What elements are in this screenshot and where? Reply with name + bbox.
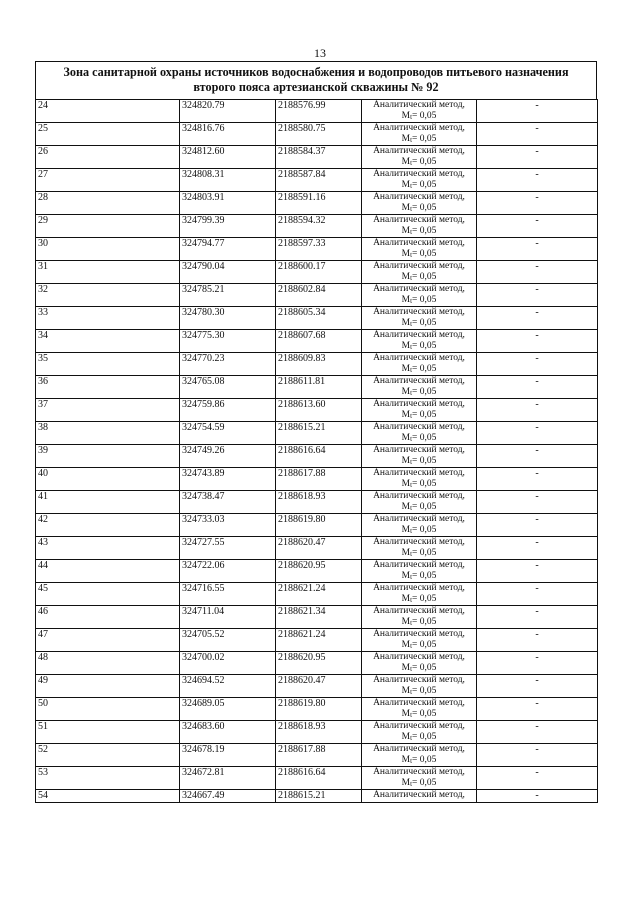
method-cell	[362, 238, 477, 261]
point-number-cell: 35	[36, 353, 180, 376]
method-cell	[362, 215, 477, 238]
method-cell	[362, 675, 477, 698]
accuracy-value: $M_t= 0,05$	[401, 318, 437, 328]
x-coordinate-cell: 324803.91	[180, 192, 276, 215]
coordinates-table-body	[36, 100, 598, 803]
point-number-cell: 36	[36, 376, 180, 399]
point-number-cell: 32	[36, 284, 180, 307]
x-coordinate-cell: 324733.03	[180, 514, 276, 537]
method-label: Аналитический метод,	[373, 767, 465, 777]
method-label: Аналитический метод,	[373, 146, 465, 156]
method-label: Аналитический метод,	[373, 123, 465, 133]
method-label: Аналитический метод,	[373, 721, 465, 731]
point-number-cell: 42	[36, 514, 180, 537]
error-cell: -	[477, 698, 598, 721]
table-row	[36, 376, 598, 399]
error-cell: -	[477, 192, 598, 215]
error-cell: -	[477, 583, 598, 606]
accuracy-value: $M_t= 0,05$	[401, 709, 437, 719]
y-coordinate-cell: 2188616.64	[276, 767, 362, 790]
x-coordinate-cell: 324672.81	[180, 767, 276, 790]
x-coordinate-cell: 324743.89	[180, 468, 276, 491]
x-coordinate-cell: 324683.60	[180, 721, 276, 744]
error-cell: -	[477, 422, 598, 445]
table-row	[36, 537, 598, 560]
x-coordinate-cell: 324808.31	[180, 169, 276, 192]
method-label: Аналитический метод,	[373, 606, 465, 616]
method-cell	[362, 445, 477, 468]
y-coordinate-cell: 2188597.33	[276, 238, 362, 261]
accuracy-value: $M_t= 0,05$	[401, 249, 437, 259]
error-cell: -	[477, 721, 598, 744]
method-label: Аналитический метод,	[373, 629, 465, 639]
point-number-cell: 25	[36, 123, 180, 146]
error-cell: -	[477, 330, 598, 353]
accuracy-value: $M_t= 0,05$	[401, 663, 437, 673]
point-number-cell: 45	[36, 583, 180, 606]
method-label: Аналитический метод,	[373, 215, 465, 225]
point-number-cell: 50	[36, 698, 180, 721]
x-coordinate-cell: 324705.52	[180, 629, 276, 652]
accuracy-value: $M_t= 0,05$	[401, 502, 437, 512]
error-cell: -	[477, 353, 598, 376]
method-label: Аналитический метод,	[373, 560, 465, 570]
table-row	[36, 330, 598, 353]
y-coordinate-cell: 2188618.93	[276, 721, 362, 744]
accuracy-value: $M_t= 0,05$	[401, 226, 437, 236]
x-coordinate-cell: 324722.06	[180, 560, 276, 583]
accuracy-value: $M_t= 0,05$	[401, 272, 437, 282]
x-coordinate-cell: 324799.39	[180, 215, 276, 238]
accuracy-value: $M_t= 0,05$	[401, 180, 437, 190]
y-coordinate-cell: 2188609.83	[276, 353, 362, 376]
method-cell	[362, 537, 477, 560]
x-coordinate-cell: 324711.04	[180, 606, 276, 629]
accuracy-value: $M_t= 0,05$	[401, 387, 437, 397]
method-cell	[362, 261, 477, 284]
method-cell	[362, 376, 477, 399]
y-coordinate-cell: 2188605.34	[276, 307, 362, 330]
accuracy-value: $M_t= 0,05$	[401, 433, 437, 443]
table-row	[36, 583, 598, 606]
method-cell	[362, 790, 477, 803]
table-row	[36, 192, 598, 215]
x-coordinate-cell: 324790.04	[180, 261, 276, 284]
point-number-cell: 30	[36, 238, 180, 261]
table-row	[36, 790, 598, 803]
point-number-cell: 33	[36, 307, 180, 330]
y-coordinate-cell: 2188584.37	[276, 146, 362, 169]
page-number: 13	[314, 46, 326, 60]
error-cell: -	[477, 560, 598, 583]
error-cell: -	[477, 606, 598, 629]
error-cell: -	[477, 514, 598, 537]
point-number-cell: 41	[36, 491, 180, 514]
error-cell: -	[477, 261, 598, 284]
accuracy-value: $M_t= 0,05$	[401, 525, 437, 535]
table-row	[36, 215, 598, 238]
table-row	[36, 399, 598, 422]
y-coordinate-cell: 2188617.88	[276, 468, 362, 491]
method-label: Аналитический метод,	[373, 330, 465, 340]
point-number-cell: 39	[36, 445, 180, 468]
table-row	[36, 445, 598, 468]
accuracy-value: $M_t= 0,05$	[401, 134, 437, 144]
method-cell	[362, 123, 477, 146]
method-cell	[362, 468, 477, 491]
y-coordinate-cell: 2188620.95	[276, 652, 362, 675]
accuracy-value: $M_t= 0,05$	[401, 364, 437, 374]
error-cell: -	[477, 790, 598, 803]
y-coordinate-cell: 2188618.93	[276, 491, 362, 514]
method-label: Аналитический метод,	[373, 307, 465, 317]
y-coordinate-cell: 2188607.68	[276, 330, 362, 353]
y-coordinate-cell: 2188617.88	[276, 744, 362, 767]
point-number-cell: 24	[36, 100, 180, 123]
y-coordinate-cell: 2188616.64	[276, 445, 362, 468]
accuracy-value: $M_t= 0,05$	[401, 203, 437, 213]
x-coordinate-cell: 324785.21	[180, 284, 276, 307]
y-coordinate-cell: 2188621.24	[276, 583, 362, 606]
method-label: Аналитический метод,	[373, 192, 465, 202]
y-coordinate-cell: 2188613.60	[276, 399, 362, 422]
table-row	[36, 560, 598, 583]
y-coordinate-cell: 2188611.81	[276, 376, 362, 399]
point-number-cell: 51	[36, 721, 180, 744]
method-label: Аналитический метод,	[373, 491, 465, 501]
error-cell: -	[477, 307, 598, 330]
table-row	[36, 468, 598, 491]
method-cell	[362, 100, 477, 123]
error-cell: -	[477, 146, 598, 169]
accuracy-value: $M_t= 0,05$	[401, 686, 437, 696]
error-cell: -	[477, 767, 598, 790]
table-row	[36, 629, 598, 652]
x-coordinate-cell: 324770.23	[180, 353, 276, 376]
table-row	[36, 606, 598, 629]
error-cell: -	[477, 284, 598, 307]
accuracy-value: $M_t= 0,05$	[401, 295, 437, 305]
method-label: Аналитический метод,	[373, 353, 465, 363]
x-coordinate-cell: 324678.19	[180, 744, 276, 767]
point-number-cell: 27	[36, 169, 180, 192]
y-coordinate-cell: 2188615.21	[276, 790, 362, 803]
y-coordinate-cell: 2188621.34	[276, 606, 362, 629]
method-label: Аналитический метод,	[373, 261, 465, 271]
x-coordinate-cell: 324812.60	[180, 146, 276, 169]
table-row	[36, 284, 598, 307]
table-row	[36, 422, 598, 445]
method-label: Аналитический метод,	[373, 445, 465, 455]
method-cell	[362, 284, 477, 307]
method-label: Аналитический метод,	[373, 169, 465, 179]
method-label: Аналитический метод,	[373, 100, 465, 110]
point-number-cell: 49	[36, 675, 180, 698]
table-row	[36, 652, 598, 675]
method-label: Аналитический метод,	[373, 238, 465, 248]
accuracy-value: $M_t= 0,05$	[401, 732, 437, 742]
accuracy-value: $M_t= 0,05$	[401, 341, 437, 351]
point-number-cell: 52	[36, 744, 180, 767]
y-coordinate-cell: 2188602.84	[276, 284, 362, 307]
accuracy-value: $M_t= 0,05$	[401, 571, 437, 581]
method-label: Аналитический метод,	[373, 284, 465, 294]
point-number-cell: 26	[36, 146, 180, 169]
error-cell: -	[477, 468, 598, 491]
method-cell	[362, 399, 477, 422]
table-row	[36, 238, 598, 261]
point-number-cell: 46	[36, 606, 180, 629]
point-number-cell: 54	[36, 790, 180, 803]
y-coordinate-cell: 2188621.24	[276, 629, 362, 652]
method-label: Аналитический метод,	[373, 698, 465, 708]
error-cell: -	[477, 215, 598, 238]
table-row	[36, 100, 598, 123]
x-coordinate-cell: 324765.08	[180, 376, 276, 399]
point-number-cell: 38	[36, 422, 180, 445]
accuracy-value: $M_t= 0,05$	[401, 456, 437, 466]
method-cell	[362, 353, 477, 376]
method-cell	[362, 192, 477, 215]
table-row	[36, 169, 598, 192]
x-coordinate-cell: 324780.30	[180, 307, 276, 330]
error-cell: -	[477, 629, 598, 652]
error-cell: -	[477, 123, 598, 146]
point-number-cell: 40	[36, 468, 180, 491]
method-cell	[362, 721, 477, 744]
method-cell	[362, 744, 477, 767]
error-cell: -	[477, 537, 598, 560]
method-cell	[362, 307, 477, 330]
method-cell	[362, 169, 477, 192]
table-row	[36, 675, 598, 698]
method-cell	[362, 560, 477, 583]
y-coordinate-cell: 2188594.32	[276, 215, 362, 238]
table-row	[36, 491, 598, 514]
x-coordinate-cell: 324727.55	[180, 537, 276, 560]
accuracy-value: $M_t= 0,05$	[401, 410, 437, 420]
error-cell: -	[477, 100, 598, 123]
method-label: Аналитический метод,	[373, 744, 465, 754]
accuracy-value: $M_t= 0,05$	[401, 157, 437, 167]
method-label: Аналитический метод,	[373, 468, 465, 478]
x-coordinate-cell: 324689.05	[180, 698, 276, 721]
coordinates-table	[35, 99, 598, 803]
method-cell	[362, 491, 477, 514]
accuracy-value: $M_t= 0,05$	[401, 617, 437, 627]
table-title-line-1: Зона санитарной охраны источников водоснабжения и водопроводов питьевого назначения	[63, 65, 569, 79]
x-coordinate-cell: 324759.86	[180, 399, 276, 422]
error-cell: -	[477, 491, 598, 514]
point-number-cell: 48	[36, 652, 180, 675]
table-row	[36, 261, 598, 284]
error-cell: -	[477, 399, 598, 422]
x-coordinate-cell: 324667.49	[180, 790, 276, 803]
error-cell: -	[477, 169, 598, 192]
accuracy-value: $M_t= 0,05$	[401, 479, 437, 489]
table-row	[36, 744, 598, 767]
method-label: Аналитический метод,	[373, 790, 465, 800]
x-coordinate-cell: 324794.77	[180, 238, 276, 261]
point-number-cell: 53	[36, 767, 180, 790]
x-coordinate-cell: 324700.02	[180, 652, 276, 675]
y-coordinate-cell: 2188591.16	[276, 192, 362, 215]
error-cell: -	[477, 376, 598, 399]
accuracy-value: $M_t= 0,05$	[401, 111, 437, 121]
x-coordinate-cell: 324738.47	[180, 491, 276, 514]
table-title	[35, 61, 597, 99]
y-coordinate-cell: 2188600.17	[276, 261, 362, 284]
table-row	[36, 353, 598, 376]
point-number-cell: 43	[36, 537, 180, 560]
y-coordinate-cell: 2188576.99	[276, 100, 362, 123]
table-row	[36, 146, 598, 169]
point-number-cell: 28	[36, 192, 180, 215]
y-coordinate-cell: 2188620.47	[276, 537, 362, 560]
point-number-cell: 29	[36, 215, 180, 238]
method-cell	[362, 583, 477, 606]
x-coordinate-cell: 324716.55	[180, 583, 276, 606]
table-row	[36, 767, 598, 790]
accuracy-value: $M_t= 0,05$	[401, 594, 437, 604]
table-row	[36, 698, 598, 721]
table-row	[36, 721, 598, 744]
error-cell: -	[477, 445, 598, 468]
method-cell	[362, 629, 477, 652]
method-label: Аналитический метод,	[373, 537, 465, 547]
point-number-cell: 31	[36, 261, 180, 284]
y-coordinate-cell: 2188620.47	[276, 675, 362, 698]
method-label: Аналитический метод,	[373, 376, 465, 386]
table-row	[36, 307, 598, 330]
method-cell	[362, 698, 477, 721]
point-number-cell: 34	[36, 330, 180, 353]
x-coordinate-cell: 324694.52	[180, 675, 276, 698]
error-cell: -	[477, 652, 598, 675]
y-coordinate-cell: 2188587.84	[276, 169, 362, 192]
table-title-line-2: второго пояса артезианской скважины № 92	[193, 80, 439, 94]
y-coordinate-cell: 2188580.75	[276, 123, 362, 146]
method-cell	[362, 422, 477, 445]
accuracy-value: $M_t= 0,05$	[401, 640, 437, 650]
y-coordinate-cell: 2188615.21	[276, 422, 362, 445]
x-coordinate-cell: 324775.30	[180, 330, 276, 353]
x-coordinate-cell: 324816.76	[180, 123, 276, 146]
point-number-cell: 44	[36, 560, 180, 583]
error-cell: -	[477, 744, 598, 767]
accuracy-value: $M_t= 0,05$	[401, 778, 437, 788]
accuracy-value: $M_t= 0,05$	[401, 755, 437, 765]
method-cell	[362, 146, 477, 169]
y-coordinate-cell: 2188619.80	[276, 514, 362, 537]
method-cell	[362, 606, 477, 629]
method-label: Аналитический метод,	[373, 514, 465, 524]
method-label: Аналитический метод,	[373, 399, 465, 409]
accuracy-value: $M_t= 0,05$	[401, 548, 437, 558]
method-cell	[362, 652, 477, 675]
table-row	[36, 514, 598, 537]
x-coordinate-cell: 324820.79	[180, 100, 276, 123]
x-coordinate-cell: 324749.26	[180, 445, 276, 468]
method-cell	[362, 330, 477, 353]
method-label: Аналитический метод,	[373, 583, 465, 593]
method-cell	[362, 767, 477, 790]
point-number-cell: 37	[36, 399, 180, 422]
method-label: Аналитический метод,	[373, 675, 465, 685]
error-cell: -	[477, 675, 598, 698]
coordinates-document	[35, 61, 597, 803]
point-number-cell: 47	[36, 629, 180, 652]
method-cell	[362, 514, 477, 537]
y-coordinate-cell: 2188619.80	[276, 698, 362, 721]
x-coordinate-cell: 324754.59	[180, 422, 276, 445]
method-label: Аналитический метод,	[373, 652, 465, 662]
y-coordinate-cell: 2188620.95	[276, 560, 362, 583]
table-row	[36, 123, 598, 146]
error-cell: -	[477, 238, 598, 261]
method-label: Аналитический метод,	[373, 422, 465, 432]
